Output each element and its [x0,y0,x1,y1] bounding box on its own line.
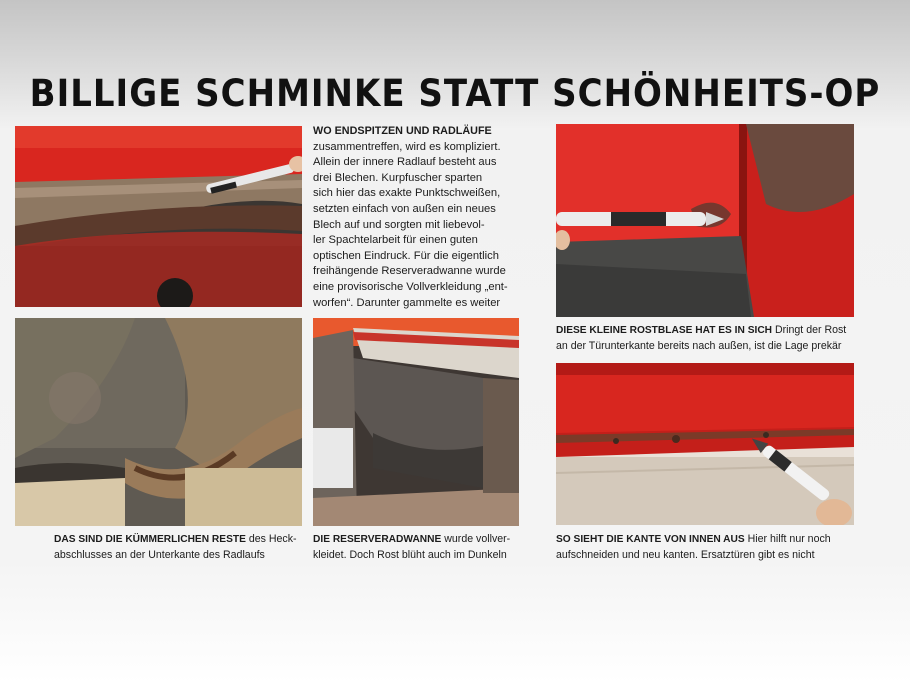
article-lead: WO ENDSPITZEN UND RADLÄUFE [313,125,492,137]
caption-text: des Heck- [245,533,297,545]
article-line: Blech auf und sorgten mit liebevol- [313,218,485,231]
article-line: eine provisorische Vollverkleidung „ent- [313,280,508,293]
article-line: ler Spachtelarbeit für einen guten [313,234,478,247]
caption-text: Hier hilft nur noch [744,533,831,545]
article-line: setzten einfach von außen ein neues [313,202,496,215]
article-line: zusammentreffen, wird es kompliziert. [313,140,501,153]
article-line: Allein der innere Radlauf besteht aus [313,156,497,169]
caption-lead: DAS SIND DIE KÜMMERLICHEN RESTE [54,534,246,545]
caption-door-edge [556,532,856,563]
article-line: drei Blechen. Kurpfuscher sparten [313,171,483,184]
photo-door-edge-inside [556,363,854,525]
main-article-text [313,124,513,311]
article-line: optischen Eindruck. Für die eigentlich [313,249,499,262]
photo-rear-panel-remnants [15,318,302,526]
page-headline: BILLIGE SCHMINKE STATT SCHÖNHEITS-OP [29,72,881,116]
caption-remnants [54,532,304,563]
caption-lead: DIESE KLEINE ROSTBLASE HAT ES IN SICH [556,325,773,336]
caption-text: aufschneiden und neu kanten. Ersatztüren gibt es nicht [556,548,815,561]
article-line: freihängende Reserveradwanne wurde [313,265,506,278]
photo-wheel-arch [15,126,302,307]
caption-text: an der Türunterkante bereits nach außen, ist die Lage prekär [556,339,842,352]
article-line: worfen“. Darunter gammelte es weiter [313,296,501,309]
caption-rust-blister [556,323,866,354]
caption-spare-wheel-well [313,532,528,563]
photo-spare-wheel-well [313,318,519,526]
caption-text: Dringt der Rost [772,324,847,336]
caption-lead: DIE RESERVERADWANNE [313,534,442,545]
caption-lead: SO SIEHT DIE KANTE VON INNEN AUS [556,534,745,545]
article-line: sich hier das exakte Punktschweißen, [313,187,501,200]
caption-text: wurde vollver- [441,533,511,545]
caption-text: kleidet. Doch Rost blüht auch im Dunkeln [313,548,507,561]
caption-text: abschlusses an der Unterkante des Radlaufs [54,548,265,561]
photo-rust-blister [556,124,854,317]
